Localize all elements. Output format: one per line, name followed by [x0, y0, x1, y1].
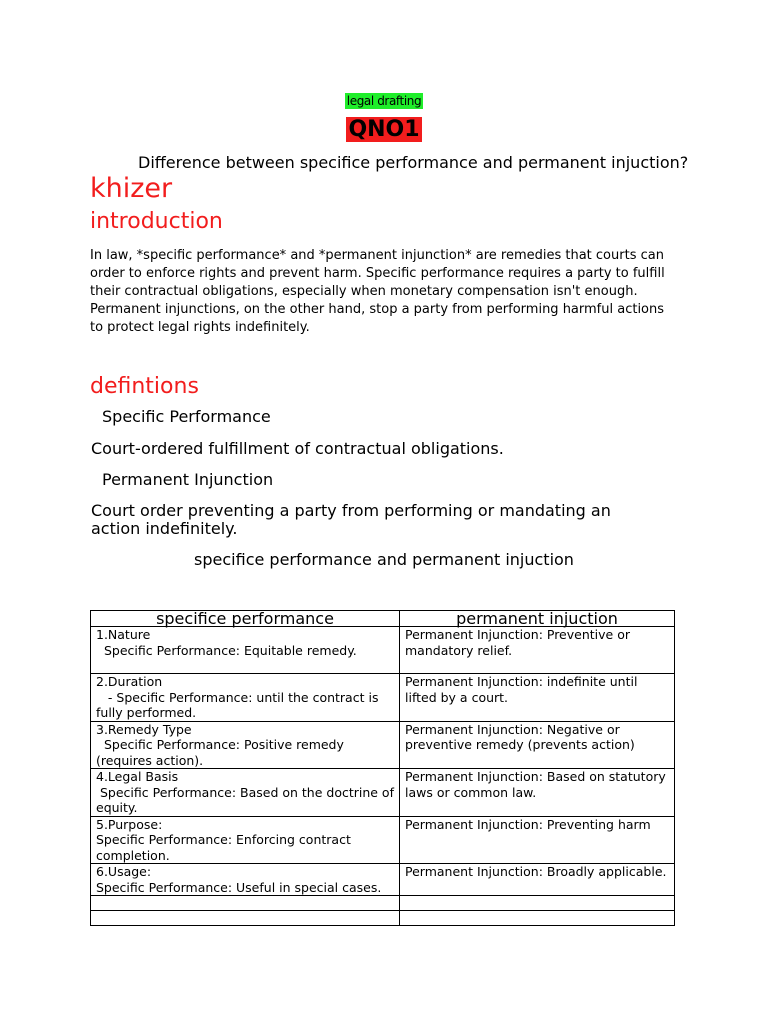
table-body [91, 627, 675, 926]
table-cell-line: Permanent Injunction: Broadly applicable. [405, 864, 667, 879]
table-cell-line: 4.Legal Basis [96, 769, 179, 784]
table-cell-permanent-injunction [400, 896, 675, 911]
table-cell-line: 1.Nature [96, 627, 151, 642]
table-cell-specific-performance [91, 627, 400, 674]
table-row [91, 721, 675, 769]
table-row [91, 816, 675, 864]
table-cell-line: 5.Purpose: [96, 816, 163, 832]
table-cell-line: Permanent Injunction: Based on statutory laws or common law. [405, 769, 670, 800]
author-name: khizer [90, 173, 173, 204]
table-header-specific-performance: specifice performance [91, 611, 400, 627]
table-cell-line: 3.Remedy Type [96, 721, 192, 737]
table-cell-permanent-injunction [400, 769, 675, 817]
table-cell-line: Specific Performance: Enforcing contract completion. [96, 832, 355, 863]
table-cell-specific-performance [91, 674, 400, 722]
table-cell-line: Permanent Injunction: Preventive or mandatory relief. [405, 627, 634, 658]
table-row [91, 769, 675, 817]
table-cell-line: Specific Performance: Based on the doctrine of equity. [96, 784, 398, 815]
question-number: QNO1 [348, 117, 420, 142]
definitions-heading: defintions [90, 374, 199, 399]
table-cell-permanent-injunction [400, 721, 675, 769]
table-row [91, 911, 675, 926]
table-cell-line: Permanent Injunction: indefinite until lifted by a court. [405, 674, 642, 705]
definition-text-specific-performance: Court-ordered fulfillment of contractual obligations. [91, 439, 504, 458]
table-cell-specific-performance [91, 816, 400, 864]
table-cell-specific-performance [91, 769, 400, 817]
introduction-paragraph: In law, *specific performance* and *permanent injunction* are remedies that courts can order to enforce rights and prevent harm. Specific performance requires a party to fulfill their contractual obligations, especially when monetary compensation isn't enough. Permanent injunctions, on the other hand, stop a party from performing harmful actions to protect legal rights indefinitely. [90, 248, 665, 335]
table-cell-permanent-injunction [400, 816, 675, 864]
table-row [91, 864, 675, 896]
table-cell-permanent-injunction [400, 627, 675, 674]
comparison-heading: specifice performance and permanent injuction [194, 550, 574, 569]
table-cell-specific-performance [91, 864, 400, 896]
definition-text-permanent-injunction: Court order preventing a party from performing or mandating an action indefinitely. [91, 501, 611, 538]
table-cell-permanent-injunction [400, 674, 675, 722]
table-cell-permanent-injunction [400, 864, 675, 896]
table-row [91, 674, 675, 722]
table-cell-line: 6.Usage: [96, 864, 152, 879]
definition-term-permanent-injunction: Permanent Injunction [102, 470, 274, 489]
table-row [91, 896, 675, 911]
table-cell-line: Permanent Injunction: Negative or preventive remedy (prevents action) [405, 721, 635, 752]
table-cell-specific-performance [91, 721, 400, 769]
comparison-table [90, 610, 675, 926]
table-cell-line: Specific Performance: Positive remedy (requires action). [96, 737, 348, 768]
question-number-line [0, 117, 768, 143]
table-cell-line: Permanent Injunction: Preventing harm [405, 816, 651, 832]
table-cell-line: Specific Performance: Useful in special cases. [96, 879, 382, 895]
table-cell-line: 2.Duration [96, 674, 163, 689]
highlighted-tag: legal drafting [346, 94, 422, 108]
table-cell-specific-performance [91, 911, 400, 926]
introduction-heading: introduction [90, 209, 223, 234]
table-cell-specific-performance [91, 896, 400, 911]
definition-term-specific-performance: Specific Performance [102, 407, 271, 426]
table-row [91, 627, 675, 674]
table-header-permanent-injunction: permanent injuction [400, 611, 675, 627]
table-header-row [91, 611, 675, 627]
table-cell-permanent-injunction [400, 911, 675, 926]
document-tag-line [0, 93, 768, 109]
table-cell-line: - Specific Performance: until the contract is fully performed. [96, 689, 383, 720]
question-text: Difference between specifice performance and permanent injuction? [138, 153, 689, 172]
table-cell-line: Specific Performance: Equitable remedy. [96, 642, 357, 658]
